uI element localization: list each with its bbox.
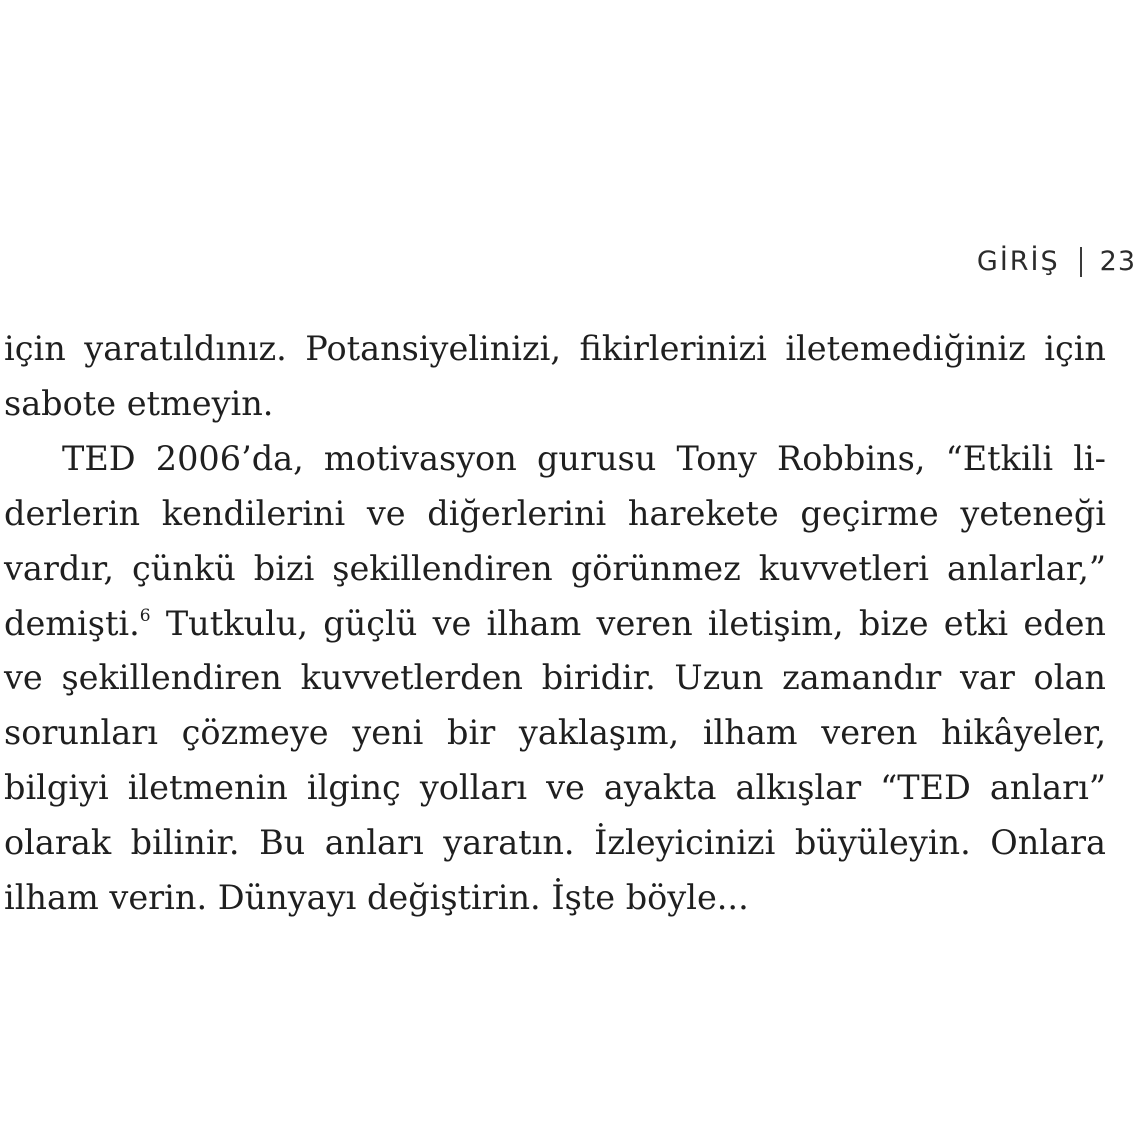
paragraph-1: için yaratıldınız. Potansiyelinizi, fikirlerinizi iletemediğiniz için sabote etmeyin. (4, 329, 1106, 423)
header-divider (1080, 247, 1082, 277)
footnote-marker: 6 (139, 605, 151, 626)
page-number: 23 (1099, 246, 1136, 277)
running-header (977, 246, 1136, 277)
paragraph-2-part-1: TED 2006’da, motivasyon gurusu Tony Robbins, “Etkili liderlerin kendilerini ve diğerlerini harekete geçirme yeteneği vardır, çünkü bizi şekillendiren görünmez kuvvetleri anlarlar,” demişti. (4, 438, 1106, 643)
body-text (4, 322, 1106, 926)
section-title: GİRİŞ (976, 246, 1060, 277)
paragraph-2 (4, 432, 1106, 926)
paragraph-2-part-2: Tutkulu, güçlü ve ilham veren iletişim, bize etki eden ve şekillendiren kuvvetlerden biridir. Uzun zamandır var olan sorunları çözmeye yeni bir yaklaşım, ilham veren hikâyeler, bilgiyi iletmenin ilginç yolları ve ayakta alkışlar “TED anları” olarak bilinir. Bu anları yaratın. İzleyicinizi büyüleyin. Onlara ilham verin. Dünyayı değiştirin. İşte böyle... (4, 603, 1106, 918)
